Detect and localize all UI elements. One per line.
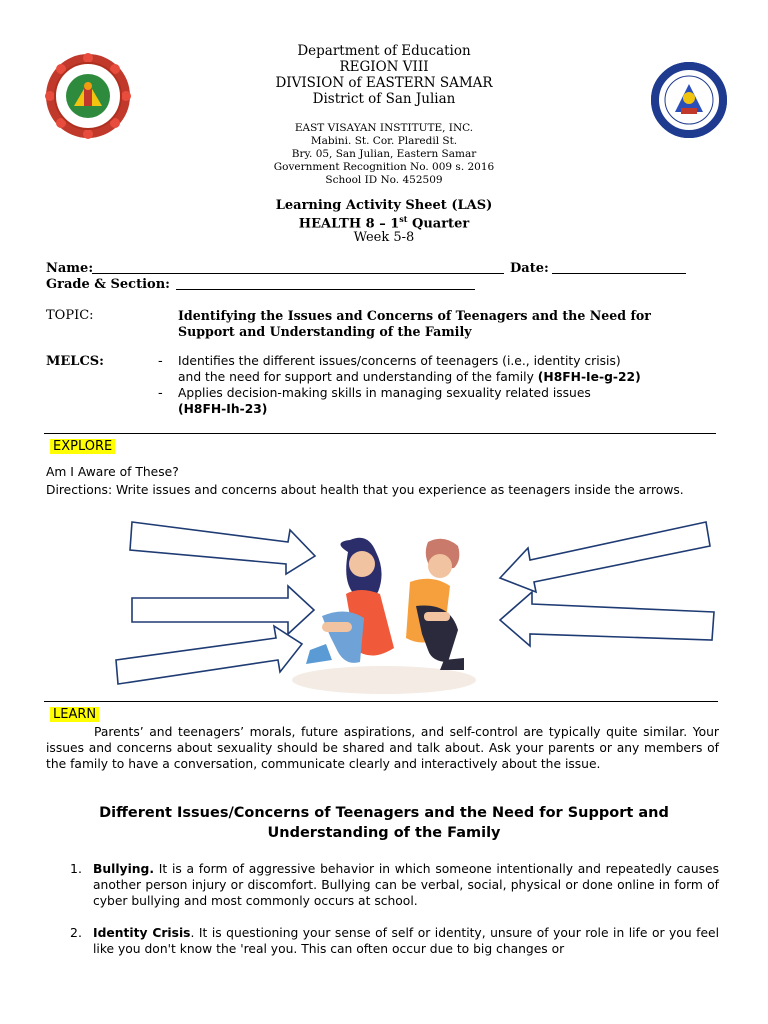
sheet-title: Learning Activity Sheet (LAS)	[275, 198, 493, 213]
topic-line2: Support and Understanding of the Family	[178, 324, 472, 339]
arrow-right-1	[500, 522, 710, 592]
school-recognition: Government Recognition No. 009 s. 2016	[273, 161, 495, 173]
sheet-subject: HEALTH 8 – 1st Quarter	[298, 214, 470, 232]
header-region: REGION VIII	[339, 59, 429, 75]
explore-directions: Directions: Write issues and concerns about health that you experience as teenagers inside the arrows.	[46, 483, 684, 497]
teen-boy	[406, 539, 464, 670]
section-heading-2: Understanding of the Family	[267, 825, 501, 841]
melcs-dash-1: -	[158, 354, 163, 369]
school-id: School ID No. 452509	[325, 174, 443, 186]
divider-2	[44, 701, 718, 702]
school-address: Bry. 05, San Julian, Eastern Samar	[291, 148, 477, 160]
arrow-right-2	[500, 592, 714, 646]
header-dept: Department of Education	[297, 43, 471, 59]
activity-illustration	[110, 512, 722, 698]
learn-paragraph: Parents’ and teenagers’ morals, future aspirations, and self-control are typically quite similar. Your issues and concerns about sexuality should be shared and talk about. Ask your parents or any members of the family to have a conversation, communicate clearly and interactively about the issue.	[46, 725, 719, 771]
topic-line1: Identifying the Issues and Concerns of Teenagers and the Need for	[178, 308, 651, 323]
arrow-left-1	[130, 522, 315, 574]
section-heading-1: Different Issues/Concerns of Teenagers and the Need for Support and	[99, 805, 669, 821]
list-item: Identity Crisis. It is questioning your sense of self or identity, unsure of your role in life or you feel like you don't know the 'real you. This can often occur due to big changes or	[93, 926, 719, 956]
melcs-dash-2: -	[158, 386, 163, 401]
explore-label: EXPLORE	[50, 439, 115, 454]
melcs-item2-line1: Applies decision-making skills in managing sexuality related issues	[178, 386, 591, 400]
name-field[interactable]	[92, 273, 504, 274]
list-item: Bullying. It is a form of aggressive behavior in which someone intentionally and repeatedly causes another person injury or discomfort. Bullying can be verbal, social, physical or done online in form of cyber bullying and most commonly occurs at school.	[93, 862, 719, 908]
list-item-num: 1.	[70, 861, 82, 876]
name-label: Name:	[46, 261, 94, 276]
grade-field[interactable]	[176, 289, 475, 290]
list-item-num: 2.	[70, 925, 82, 940]
teen-girl	[306, 538, 394, 664]
school-street: Mabini. St. Cor. Plaredil St.	[310, 135, 458, 147]
melcs-item1-line2: and the need for support and understanding of the family (H8FH-Ie-g-22)	[178, 370, 641, 384]
header-district: District of San Julian	[312, 91, 456, 107]
topic-label: TOPIC:	[46, 308, 94, 323]
melcs-label: MELCS:	[46, 354, 104, 369]
sheet-week: Week 5-8	[353, 230, 415, 245]
date-label: Date:	[510, 261, 549, 276]
arrow-left-3	[116, 626, 302, 684]
header-division: DIVISION of EASTERN SAMAR	[275, 75, 493, 91]
divider	[44, 433, 716, 434]
melcs-item1-line1: Identifies the different issues/concerns of teenagers (i.e., identity crisis)	[178, 354, 621, 368]
school-name: EAST VISAYAN INSTITUTE, INC.	[294, 122, 474, 134]
explore-question: Am I Aware of These?	[46, 465, 179, 479]
date-field[interactable]	[552, 273, 686, 274]
arrow-left-2	[132, 586, 314, 634]
melcs-item2-code: (H8FH-Ih-23)	[178, 402, 268, 416]
grade-label: Grade & Section:	[46, 277, 170, 292]
learn-label: LEARN	[50, 707, 99, 722]
